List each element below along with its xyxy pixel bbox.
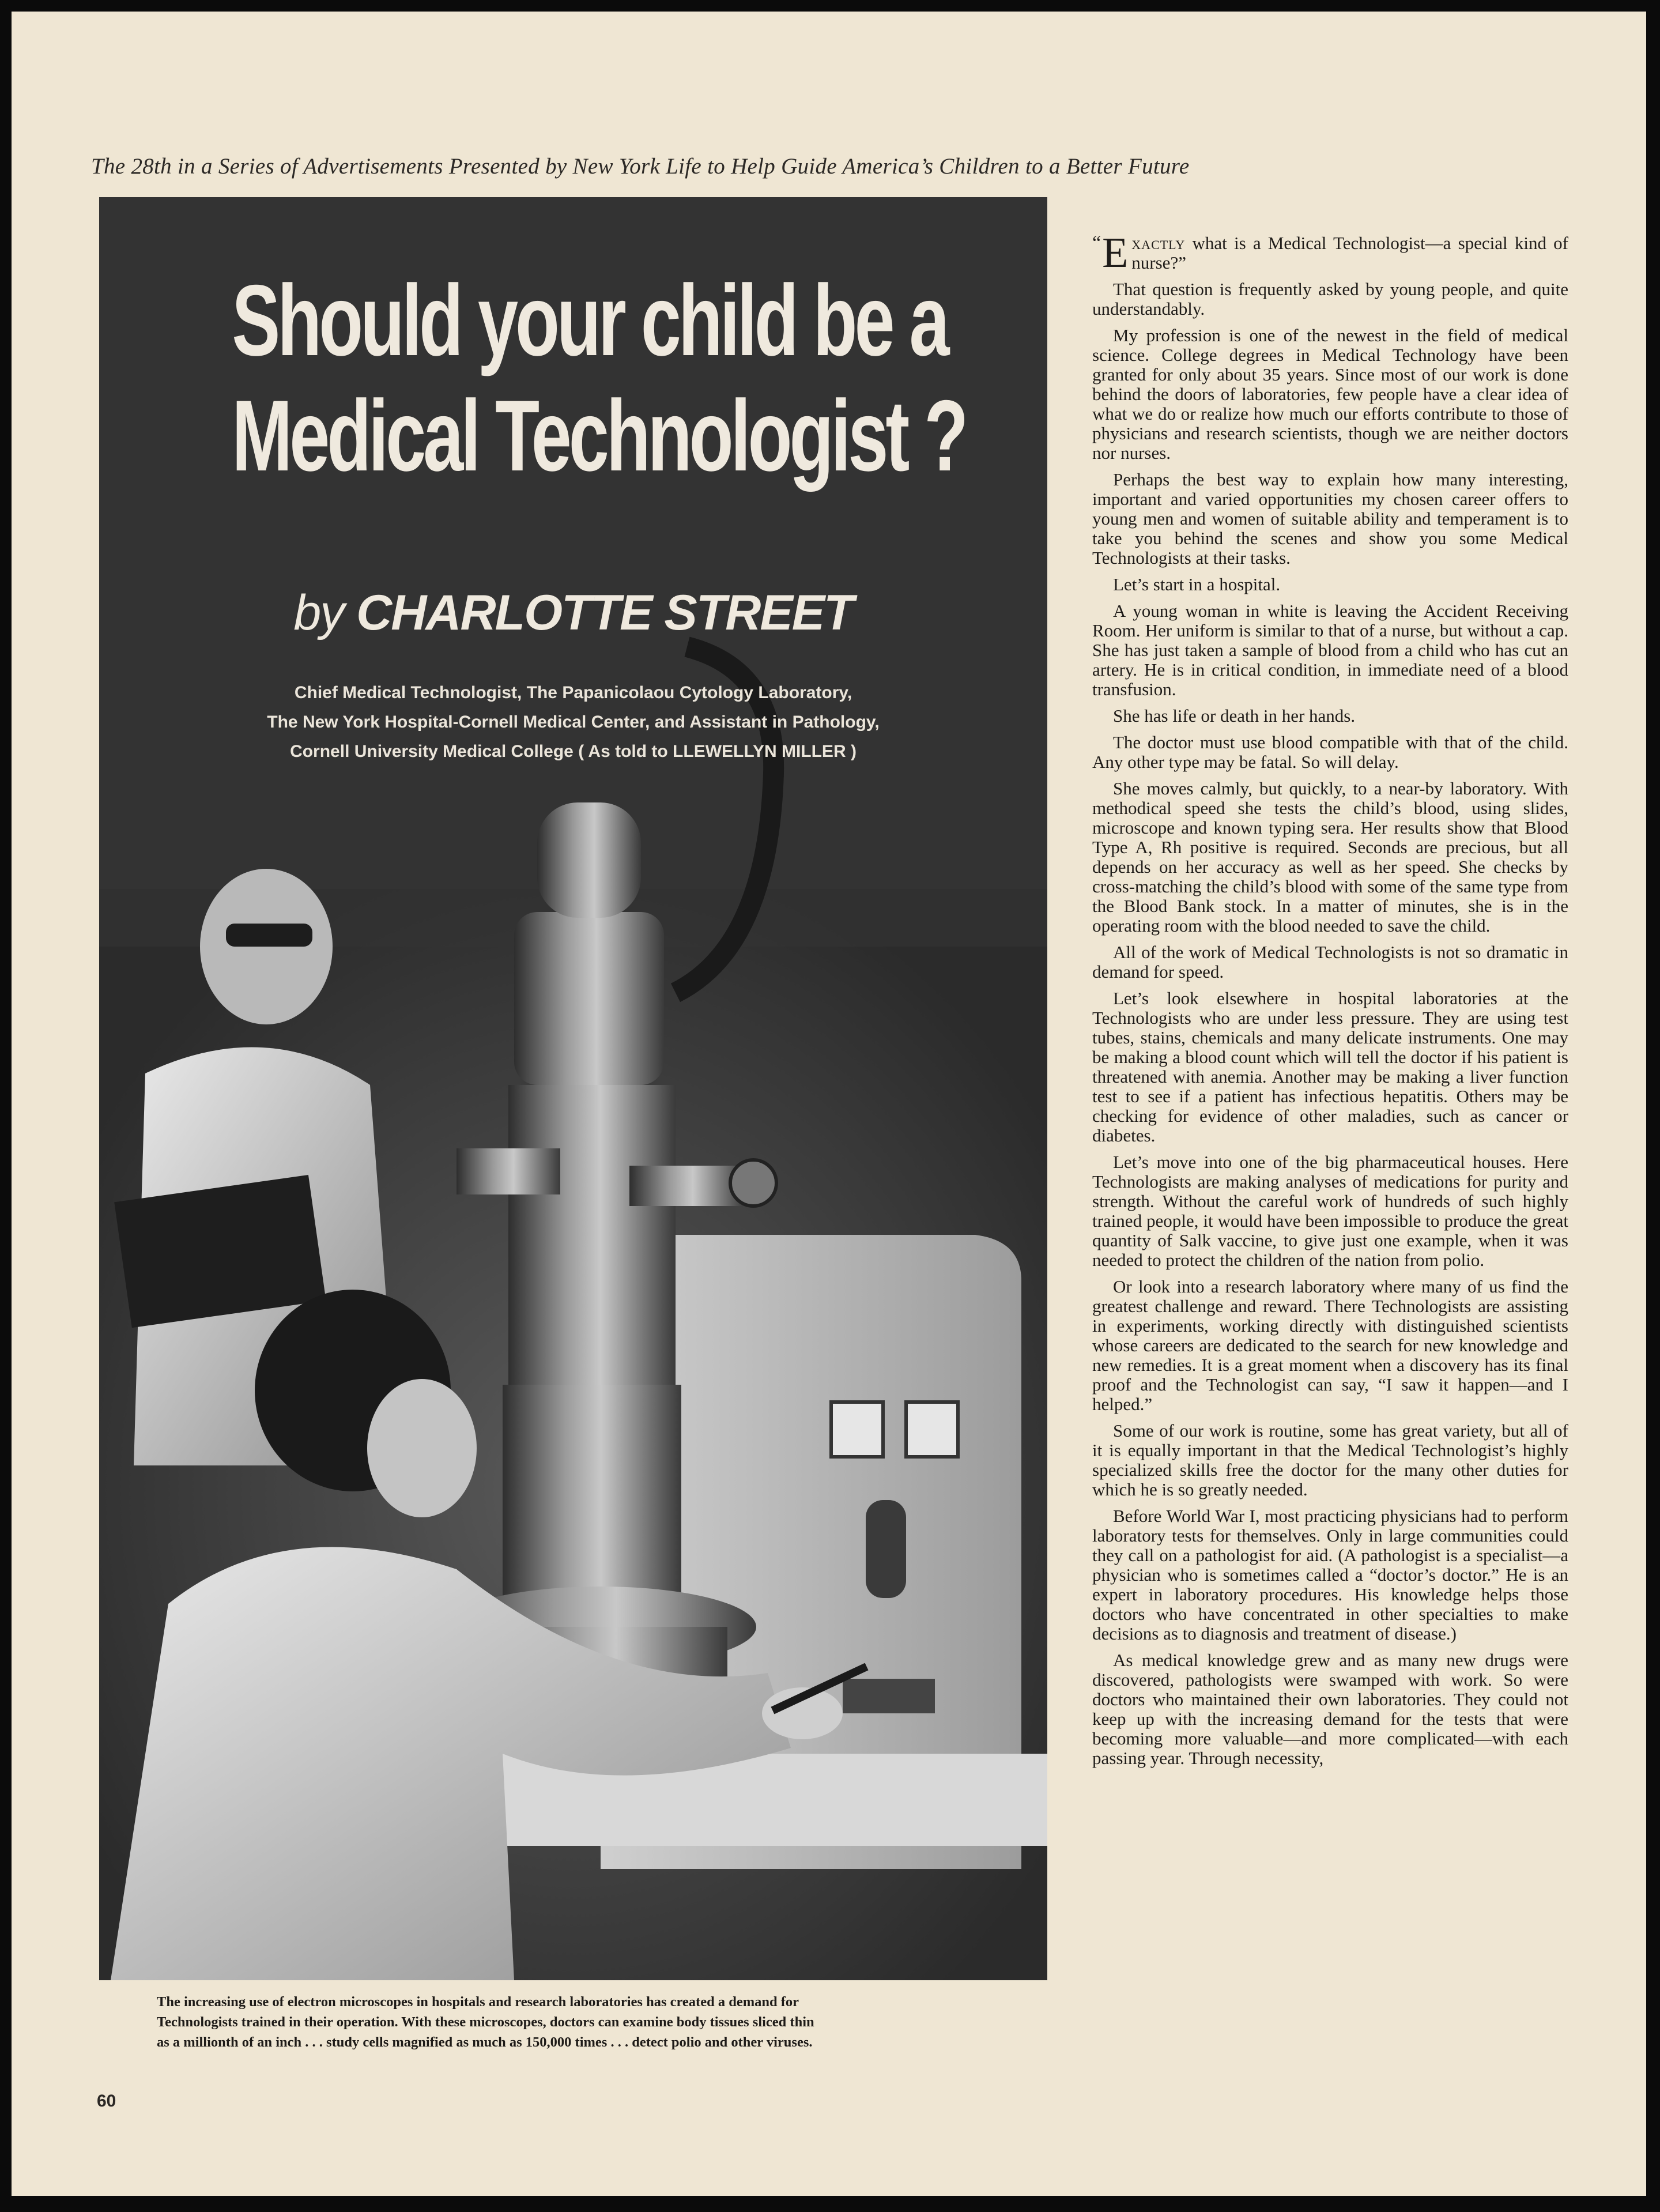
article-paragraph: Let’s start in a hospital.: [1113, 574, 1281, 594]
photo-caption: [157, 1992, 1004, 2052]
author-credentials: [99, 678, 1047, 766]
article-paragraph: Before World War I, most practicing physicians had to perform laboratory tests for themselves. Only in large communities could they call on a pathologist for aid. (A pathologist is a specialist—a physician who is sometimes called a “doctor’s doctor.” He is an expert in laboratory procedures. His knowledge helps those doctors who have concentrated in other specialties to make decisions as to diagnosis and treatment of disease.): [1092, 1506, 1568, 1644]
article-paragraph: The doctor must use blood compatible with that of the child. Any other type may be fatal. So will delay.: [1092, 732, 1568, 772]
byline-author-name: CHARLOTTE STREET: [356, 585, 853, 640]
article-paragraph: A young woman in white is leaving the Accident Receiving Room. Her uniform is similar to that of a nurse, but without a cap. She has just taken a sample of blood from a child who has cut an artery. He is in critical condition, in immediate need of a blood transfusion.: [1092, 601, 1568, 699]
byline-by: by: [293, 585, 344, 640]
article-paragraph: She has life or death in her hands.: [1113, 706, 1356, 726]
headline: [232, 263, 966, 494]
photo-panel: [99, 197, 1047, 1980]
article-lead-paragraph: [1092, 229, 1568, 277]
credentials-line: The New York Hospital-Cornell Medical Center, and Assistant in Pathology,: [267, 713, 880, 732]
open-quote: “: [1092, 232, 1101, 254]
credentials-line: Chief Medical Technologist, The Papanicolaou Cytology Laboratory,: [294, 683, 852, 702]
headline-line-2: Medical Technologist ?: [232, 380, 966, 492]
lab-bench: [422, 1754, 1047, 1846]
article-paragraph: Perhaps the best way to explain how many interesting, important and varied opportunities my chosen career offers to young men and women of suitable ability and temperament is to take you behind the scenes and show you some Medical Technologists at their tasks.: [1092, 469, 1568, 568]
article-paragraph: All of the work of Medical Technologists is not so dramatic in demand for speed.: [1092, 942, 1568, 982]
article-paragraph: As medical knowledge grew and as many new drugs were discovered, pathologists were swamped with work. So were doctors who maintained their own laboratories. They could not keep up with the increasing demand for the tests that were becoming more valuable—and more complicated—with each passing year. Through necessity,: [1092, 1650, 1568, 1768]
scan-border-bottom: [0, 2196, 1660, 2212]
page-number: 60: [97, 2092, 116, 2111]
article-paragraph: She moves calmly, but quickly, to a near-by laboratory. With methodical speed she tests the child’s blood, using slides, microscope and known typing sera. Her results show that Blood Type A, Rh positive is required. Seconds are precious, but all depends on her accuracy as well as her speed. She checks by cross-matching the child’s blood with some of the same type from the Blood Bank stock. In a matter of minutes, she is in the operating room with the blood needed to save the child.: [1092, 778, 1568, 936]
drop-cap: E: [1102, 229, 1129, 277]
series-line: The 28th in a Series of Advertisements Presented by New York Life to Help Guide America’s Children to a Better Future: [91, 154, 1190, 179]
article-paragraph: Or look into a research laboratory where many of us find the greatest challenge and reward. There Technologists are assisting in experiments, working directly with distinguished scientists whose careers are dedicated to the search for new knowledge and new remedies. It is a great moment when a discovery has its final proof and the Technologist can say, “I saw it happen—and I helped.”: [1092, 1276, 1568, 1414]
lead-smallcaps: xactly: [1131, 233, 1186, 253]
electron-microscope: [514, 912, 664, 1085]
credentials-line: Cornell University Medical College ( As told to LLEWELLYN MILLER ): [290, 742, 857, 761]
caption-line: Technologists trained in their operation. With these microscopes, doctors can examine body tissues sliced thin: [157, 2014, 814, 2030]
scan-border-right: [1646, 0, 1660, 2212]
article-paragraph: My profession is one of the newest in the field of medical science. College degrees in Medical Technology have been granted for only about 35 years. Since most of our work is done behind the doors of laboratories, few people have a clear idea of what we do or realize how much our efforts contribute to those of physicians and research scientists, though we are neither doctors nor nurses.: [1092, 325, 1568, 463]
caption-line: as a millionth of an inch . . . study cells magnified as much as 150,000 times . . . detect polio and other viruses.: [157, 2034, 813, 2050]
article-column: [1092, 229, 1568, 1775]
scan-border-left: [0, 0, 12, 2212]
scan-border-top: [0, 0, 1660, 12]
article-paragraph: Let’s move into one of the big pharmaceutical houses. Here Technologists are making analyses of medications for purity and strength. Without the careful work of hundreds of such highly trained people, it would have been impossible to produce the great quantity of Salk vaccine, to give just one example, when it was needed to protect the children of the nation from polio.: [1092, 1152, 1568, 1270]
article-paragraph: Some of our work is routine, some has great variety, but all of it is equally important in that the Medical Technologist’s highly specialized skills free the doctor for the many other duties for which he is so greatly needed.: [1092, 1420, 1568, 1499]
article-paragraph: Let’s look elsewhere in hospital laboratories at the Technologists who are under less pressure. They are using test tubes, stains, chemicals and many delicate instruments. One may be making a blood count which will tell the doctor if his patient is threatened with anemia. Another may be making a liver function test to see if a patient has infectious hepatitis. Others may be checking for evidence of other maladies, such as cancer or diabetes.: [1092, 988, 1568, 1145]
byline: [99, 585, 1047, 642]
caption-line: The increasing use of electron microscopes in hospitals and research laboratories has created a demand for: [157, 1994, 799, 2010]
article-paragraph: That question is frequently asked by young people, and quite understandably.: [1092, 279, 1568, 319]
headline-line-1: Should your child be a: [232, 265, 947, 377]
lead-text: what is a Medical Technologist—a special kind of nurse?”: [1131, 233, 1568, 273]
